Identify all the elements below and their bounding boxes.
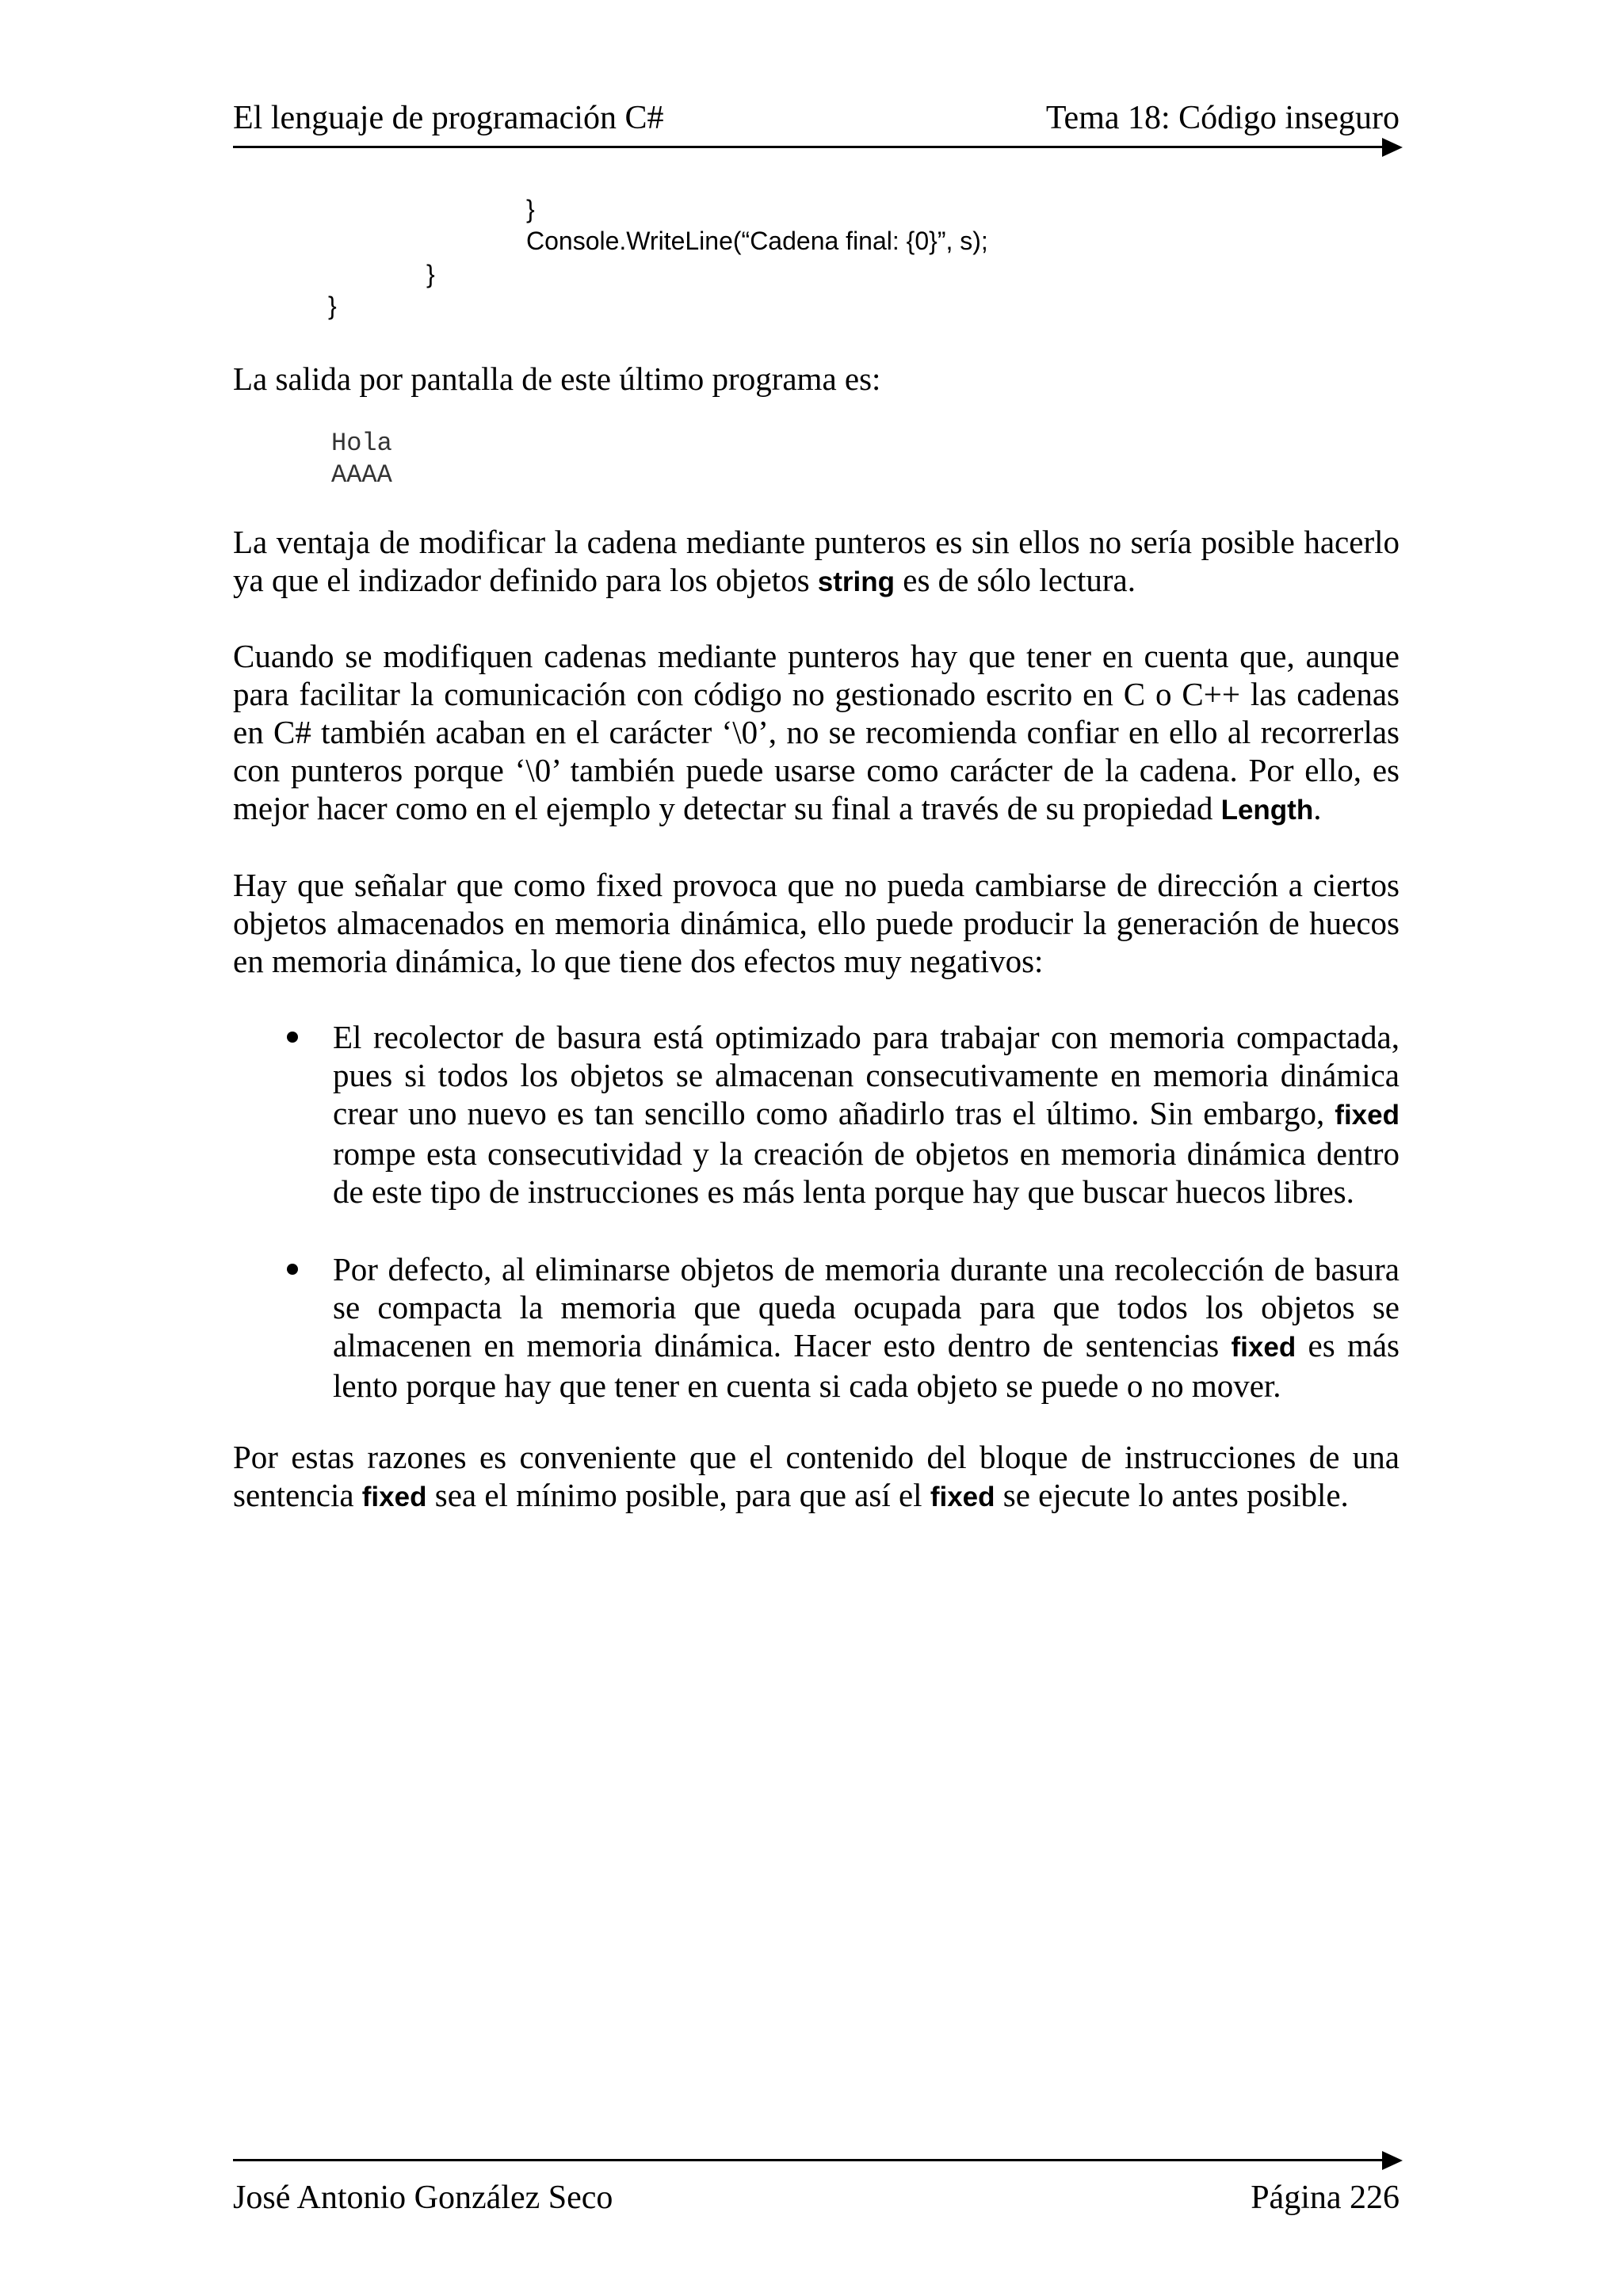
p1-text-a: La ventaja de modificar la cadena mediante punteros es sin ellos no sería posible hacerlo ya que el indizador definido para los objetos: [233, 524, 1400, 598]
code-line-writeline: Console.WriteLine(“Cadena final: {0}”, s);: [526, 227, 988, 255]
bullet1-text-b: rompe esta consecutividad y la creación de objetos en memoria dinámica dentro de este tipo de instrucciones es más lenta porque hay que buscar huecos libres.: [333, 1135, 1400, 1210]
paragraph-null-terminator: [233, 637, 1400, 830]
footer-page-number: Página 226: [1251, 2180, 1400, 2216]
bullet2-keyword: fixed: [1231, 1332, 1296, 1363]
p4-keyword-2: fixed: [930, 1482, 995, 1512]
footer-rule: [233, 2159, 1392, 2161]
bullet-dot-icon: [287, 1264, 298, 1275]
bullet2-text-b: es más lento porque hay que tener en cuenta si cada objeto se puede o no mover.: [333, 1327, 1400, 1404]
p2-text-a: Cuando se modifiquen cadenas mediante punteros hay que tener en cuenta que, aunque para facilitar la comunicación con código no gestionado escrito en C o C++ las cadenas en C# también acaban en el carácter ‘\0’, no se recomienda confiar en ello al recorrerlas con punteros porque ‘\0’ también puede usarse como carácter de la cadena. Por ello, es mejor hacer como en el ejemplo y detectar su final a través de su propiedad: [233, 638, 1400, 826]
header-rule: [233, 146, 1392, 148]
p2-keyword: Length: [1220, 795, 1314, 826]
bullet-item-compaction: [333, 1250, 1400, 1405]
code-line-close-brace-1: }: [526, 195, 535, 223]
code-line-close-brace-2: }: [426, 260, 435, 288]
header-book-title: El lenguaje de programación C#: [233, 100, 664, 136]
output-line-2: AAAA: [331, 460, 392, 490]
p2-text-b: .: [1313, 790, 1322, 826]
bullet1-text-a: El recolector de basura está optimizado para trabajar con memoria compactada, pues si todos los objetos se almacenan consecutivamente en memoria dinámica crear uno nuevo es tan sencillo como añadirlo tras el último. Sin embargo,: [333, 1019, 1400, 1131]
bullet1-keyword: fixed: [1335, 1100, 1400, 1131]
paragraph-fixed-effects: Hay que señalar que como fixed provoca que no pueda cambiarse de dirección a ciertos objetos almacenados en memoria dinámica, ello puede producir la generación de huecos en memoria dinámica, lo que tiene dos efectos muy negativos:: [233, 867, 1400, 979]
p4-text-b: sea el mínimo posible, para que así el: [426, 1477, 930, 1513]
intro-paragraph: La salida por pantalla de este último programa es:: [233, 360, 881, 397]
page-header: [233, 97, 1400, 139]
p4-keyword-1: fixed: [361, 1482, 427, 1512]
footer-arrow-icon: [1382, 2151, 1403, 2170]
header-chapter-title: Tema 18: Código inseguro: [1045, 100, 1400, 136]
paragraph-string-readonly: [233, 523, 1400, 601]
paragraph-conclusion: [233, 1438, 1400, 1516]
p4-text-c: se ejecute lo antes posible.: [995, 1477, 1349, 1513]
bullet2-text-a: Por defecto, al eliminarse objetos de memoria durante una recolección de basura se compacta la memoria que queda ocupada para que todos los objetos se almacenen en memoria dinámica. Hacer esto dentro de sentencias: [333, 1251, 1400, 1363]
p1-text-b: es de sólo lectura.: [895, 562, 1136, 598]
footer-author: José Antonio González Seco: [233, 2180, 613, 2216]
output-line-1: Hola: [331, 429, 392, 458]
code-line-close-brace-3: }: [328, 292, 337, 320]
page-footer: [233, 2177, 1400, 2218]
bullet-dot-icon: [287, 1032, 298, 1043]
header-arrow-icon: [1382, 138, 1403, 157]
p4-text-a: Por estas razones es conveniente que el contenido del bloque de instrucciones de una sentencia: [233, 1439, 1400, 1513]
p1-keyword: string: [817, 566, 896, 597]
bullet-item-gc-compacted: [333, 1018, 1400, 1211]
